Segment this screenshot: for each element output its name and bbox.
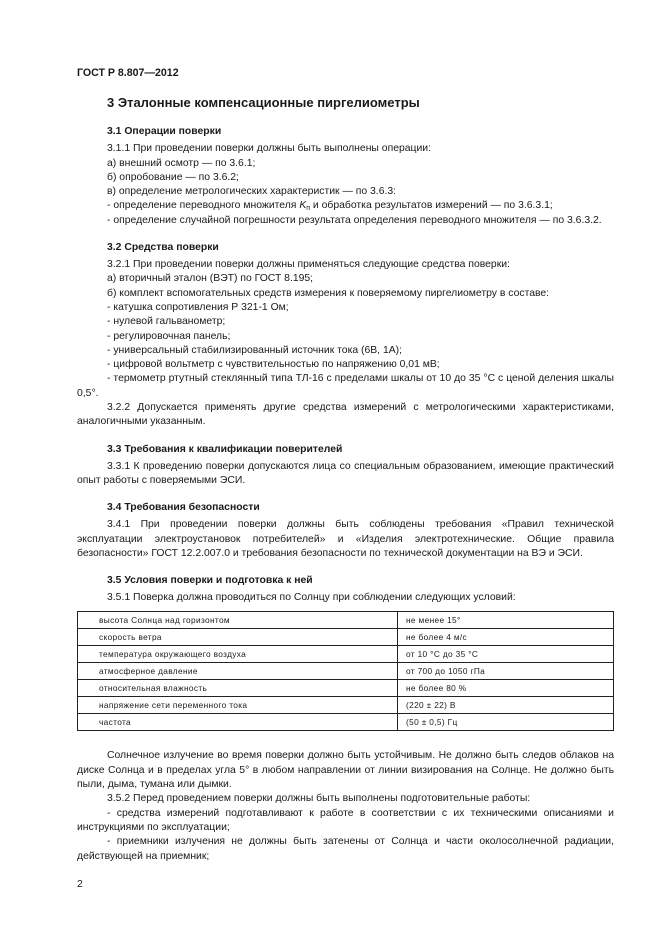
list-item: - термометр ртутный стеклянный типа ТЛ-16 с пределами шкалы от 10 до 35 °С с ценой деления шкалы 0,5°. bbox=[77, 373, 614, 399]
condition-name: напряжение сети переменного тока bbox=[78, 697, 398, 714]
paragraph: 3.5.2 Перед проведением поверки должны быть выполнены подготовительные работы: bbox=[107, 793, 531, 805]
document-page bbox=[77, 0, 614, 912]
section-title: 3 Эталонные компенсационные пиргелиометры bbox=[107, 95, 420, 111]
subsection-3-2-title: 3.2 Средства поверки bbox=[107, 242, 219, 254]
condition-name: относительная влажность bbox=[78, 680, 398, 697]
table-row bbox=[78, 714, 614, 731]
document-header: ГОСТ Р 8.807—2012 bbox=[77, 67, 179, 79]
condition-value: не более 4 м/с bbox=[398, 629, 614, 646]
condition-value: от 700 до 1050 гПа bbox=[398, 663, 614, 680]
table-row bbox=[78, 663, 614, 680]
condition-name: скорость ветра bbox=[78, 629, 398, 646]
condition-value: не более 80 % bbox=[398, 680, 614, 697]
condition-name: частота bbox=[78, 714, 398, 731]
list-item: а) внешний осмотр — по 3.6.1; bbox=[107, 157, 256, 169]
paragraph: 3.2.1 При проведении поверки должны применяться следующие средства поверки: bbox=[107, 259, 510, 271]
condition-value: не менее 15° bbox=[398, 612, 614, 629]
condition-name: высота Солнца над горизонтом bbox=[78, 612, 398, 629]
page-number: 2 bbox=[77, 878, 83, 890]
condition-name: температура окружающего воздуха bbox=[78, 646, 398, 663]
condition-value: (220 ± 22) В bbox=[398, 697, 614, 714]
list-item bbox=[77, 199, 614, 213]
list-item: - регулировочная панель; bbox=[107, 330, 231, 342]
condition-value: от 10 °С до 35 °С bbox=[398, 646, 614, 663]
list-item: - цифровой вольтметр с чувствительностью по напряжению 0,01 мВ; bbox=[107, 359, 440, 371]
subsection-3-4-title: 3.4 Требования безопасности bbox=[107, 502, 260, 514]
list-item: - определение случайной погрешности результата определения переводного множителя — по 3.6.3.2. bbox=[107, 214, 602, 226]
symbol-subscript: п bbox=[306, 205, 311, 213]
subsection-3-5-title: 3.5 Условия поверки и подготовка к ней bbox=[107, 575, 313, 587]
paragraph: 3.1.1 При проведении поверки должны быть выполнены операции: bbox=[107, 143, 431, 155]
condition-name: атмосферное давление bbox=[78, 663, 398, 680]
symbol-k: K bbox=[299, 200, 307, 212]
list-item: - приемники излучения не должны быть затенены от Солнца и части околосолнечной радиации, действующей на приемник; bbox=[77, 836, 614, 862]
list-item: - средства измерений подготавливают к работе в соответствии с их техническими описаниями и инструкциями по эксплуатации; bbox=[77, 807, 614, 833]
paragraph: 3.4.1 При проведении поверки должны быть соблюдены требования «Правил технической эксплуатации электроустановок потребителей» и «Изделия электротехнические. Общие правила безопасности» ГОСТ 12.2.007.0 и требования безопасности по технической документации на ВЭ и ЭСИ. bbox=[77, 519, 614, 559]
paragraph: 3.3.1 К проведению поверки допускаются лица со специальным образованием, имеющие практический опыт работы с поверяемыми ЭСИ. bbox=[77, 460, 614, 486]
list-item: в) определение метрологических характеристик — по 3.6.3: bbox=[107, 186, 397, 198]
table-row bbox=[78, 697, 614, 714]
list-item: б) комплект вспомогательных средств измерения к поверяемому пиргелиометру в составе: bbox=[107, 287, 550, 299]
paragraph: 3.5.1 Поверка должна проводиться по Солнцу при соблюдении следующих условий: bbox=[107, 592, 516, 604]
list-item: б) опробование — по 3.6.2; bbox=[107, 171, 239, 183]
table-row bbox=[78, 612, 614, 629]
subsection-3-3-title: 3.3 Требования к квалификации поверителей bbox=[107, 443, 343, 455]
list-item: - катушка сопротивления Р 321-1 Ом; bbox=[107, 301, 289, 313]
text: и обработка результатов измерений — по 3.6.3.1; bbox=[310, 200, 553, 212]
conditions-table bbox=[77, 611, 614, 731]
list-item: а) вторичный эталон (ВЭТ) по ГОСТ 8.195; bbox=[107, 273, 314, 285]
table-row bbox=[78, 680, 614, 697]
subsection-3-1-title: 3.1 Операции поверки bbox=[107, 126, 222, 138]
text: - определение переводного множителя bbox=[107, 200, 300, 212]
table-row bbox=[78, 646, 614, 663]
list-item: - нулевой гальванометр; bbox=[107, 316, 226, 328]
table-row bbox=[78, 629, 614, 646]
paragraph: 3.2.2 Допускается применять другие средства измерений с метрологическими характеристиками, аналогичными указанным. bbox=[77, 402, 614, 428]
list-item: - универсальный стабилизированный источник тока (6В, 1А); bbox=[107, 344, 403, 356]
condition-value: (50 ± 0,5) Гц bbox=[398, 714, 614, 731]
paragraph: Солнечное излучение во время поверки должно быть устойчивым. Не должно быть следов облаков на диске Солнца и в пределах угла 5° в любом направлении от линии визирования на Солнце. Не должно быть пыли, дыма, тумана или дымки. bbox=[77, 750, 614, 791]
